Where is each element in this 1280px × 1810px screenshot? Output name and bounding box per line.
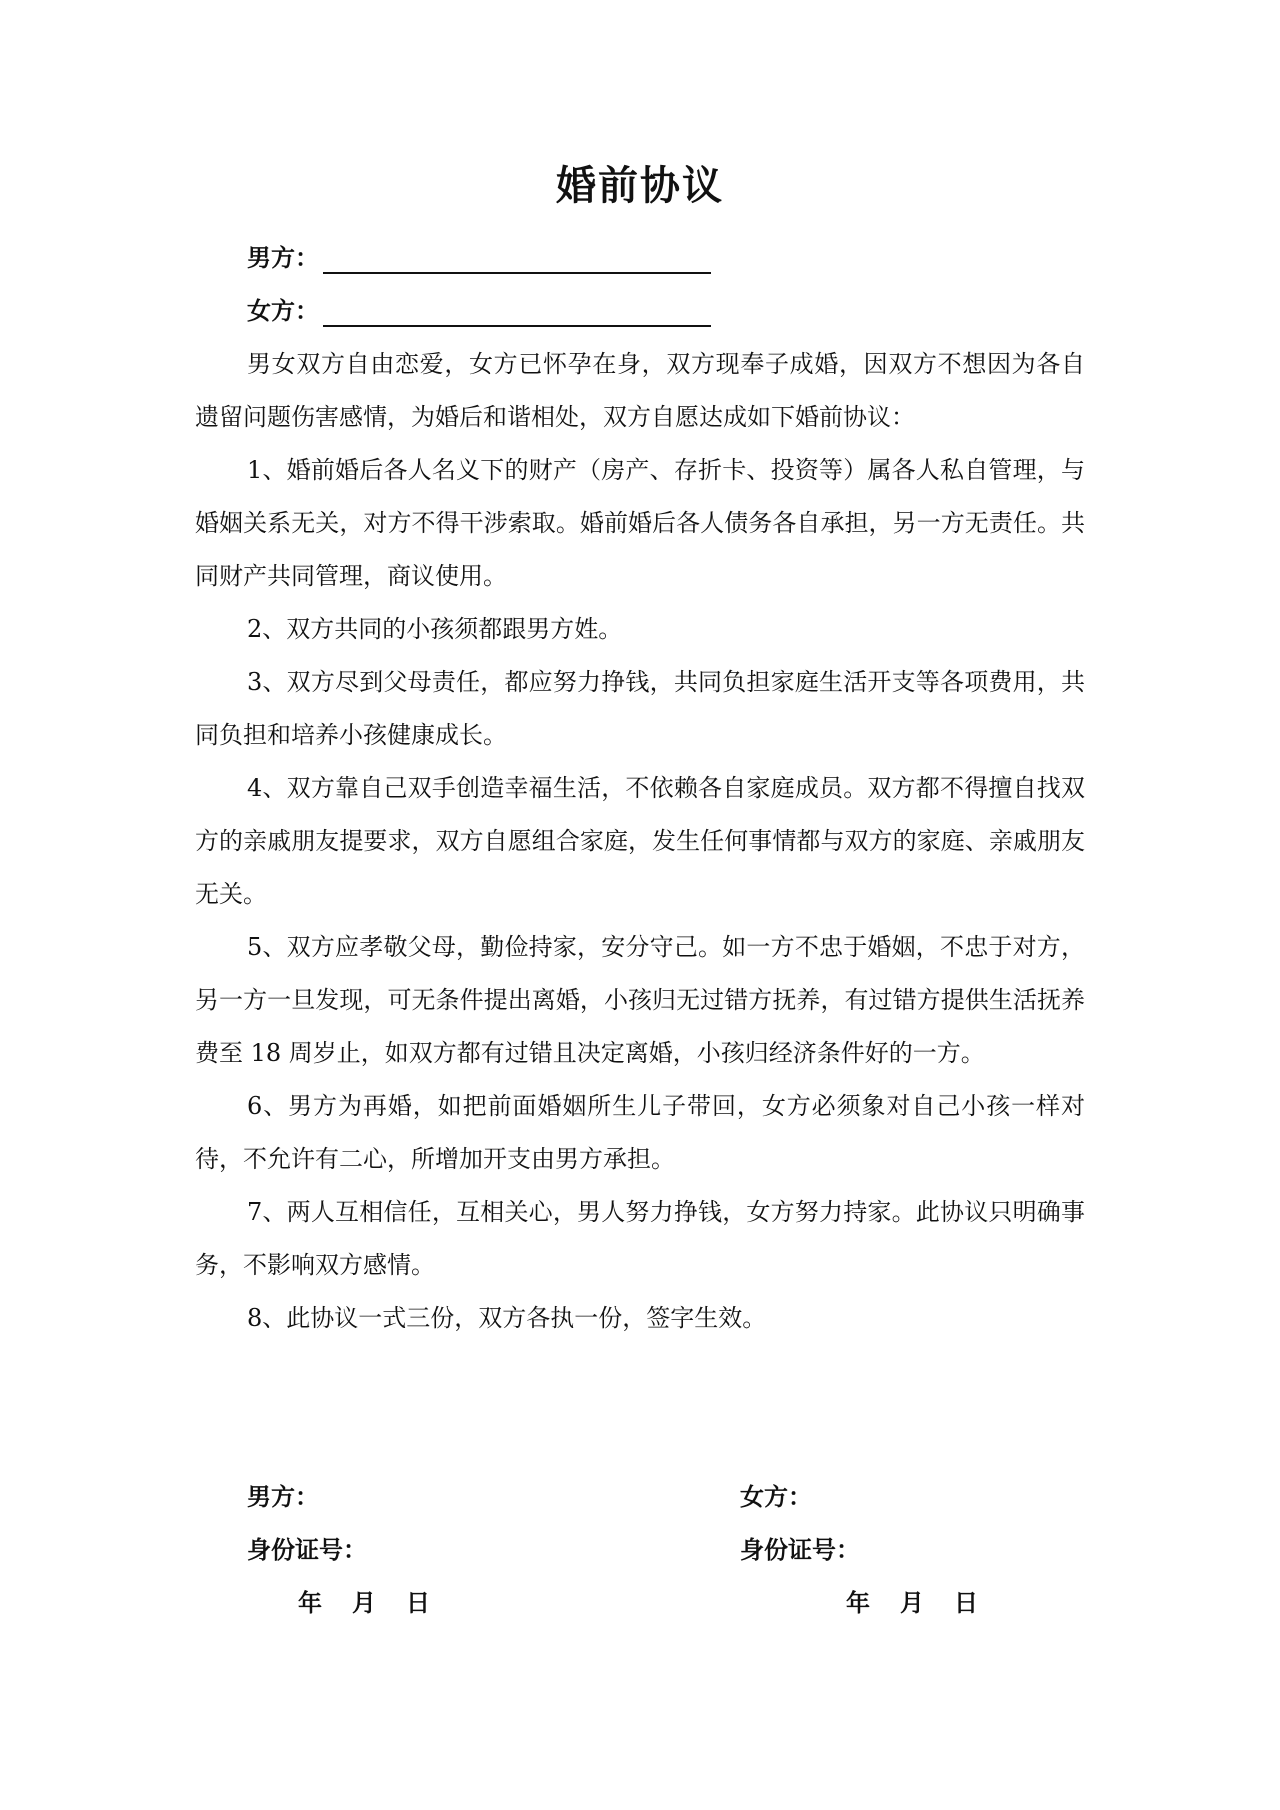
female-date-day: 日 (954, 1588, 978, 1617)
clause-6: 6、男方为再婚，如把前面婚姻所生儿子带回，女方必须象对自己小孩一样对待，不允许有二心，所增加开支由男方承担。 (195, 1092, 1085, 1173)
clause-5: 5、双方应孝敬父母，勤俭持家，安分守己。如一方不忠于婚姻，不忠于对方，另一方一旦发现，可无条件提出离婚，小孩归无过错方抚养，有过错方提供生活抚养费至 18 周岁止，如双方都有过错且决定离婚，小孩归经济条件好的一方。 (195, 933, 1085, 1067)
male-id-number-label: 身份证号： (247, 1535, 367, 1564)
female-party-field (247, 294, 319, 330)
male-date-day: 日 (406, 1588, 430, 1617)
clause-4: 4、双方靠自己双手创造幸福生活，不依赖各自家庭成员。双方都不得擅自找双方的亲戚朋友提要求，双方自愿组合家庭，发生任何事情都与双方的家庭、亲戚朋友无关。 (195, 774, 1085, 908)
male-name-blank[interactable] (323, 241, 711, 274)
male-date-year: 年 (298, 1588, 322, 1617)
document-title: 婚前协议 (556, 162, 724, 209)
male-date-month: 月 (352, 1588, 376, 1617)
female-name-blank[interactable] (323, 294, 711, 327)
female-date-month: 月 (900, 1588, 924, 1617)
female-date-year: 年 (846, 1588, 870, 1617)
clause-3: 3、双方尽到父母责任，都应努力挣钱，共同负担家庭生活开支等各项费用，共同负担和培养小孩健康成长。 (195, 668, 1085, 749)
preamble-paragraph: 男女双方自由恋爱，女方已怀孕在身，双方现奉子成婚，因双方不想因为各自遗留问题伤害感情，为婚后和谐相处，双方自愿达成如下婚前协议： (195, 350, 1085, 431)
clause-2: 2、双方共同的小孩须都跟男方姓。 (247, 615, 623, 643)
male-party-label: 男方： (247, 243, 319, 272)
agreement-body (195, 338, 1085, 1345)
clause-7: 7、两人互相信任，互相关心，男人努力挣钱，女方努力持家。此协议只明确事务，不影响双方感情。 (195, 1198, 1085, 1279)
male-signature-date (298, 1586, 430, 1620)
male-party-field (247, 241, 319, 277)
male-signature-label: 男方： (247, 1482, 319, 1511)
female-signature-date (846, 1586, 978, 1620)
clause-8: 8、此协议一式三份，双方各执一份，签字生效。 (247, 1304, 767, 1332)
clause-1: 1、婚前婚后各人名义下的财产（房产、存折卡、投资等）属各人私自管理，与婚姻关系无关，对方不得干涉索取。婚前婚后各人债务各自承担，另一方无责任。共同财产共同管理，商议使用。 (195, 456, 1085, 590)
female-party-label: 女方： (247, 296, 319, 325)
female-id-number-label: 身份证号： (740, 1535, 860, 1564)
female-signature-label: 女方： (740, 1482, 812, 1511)
